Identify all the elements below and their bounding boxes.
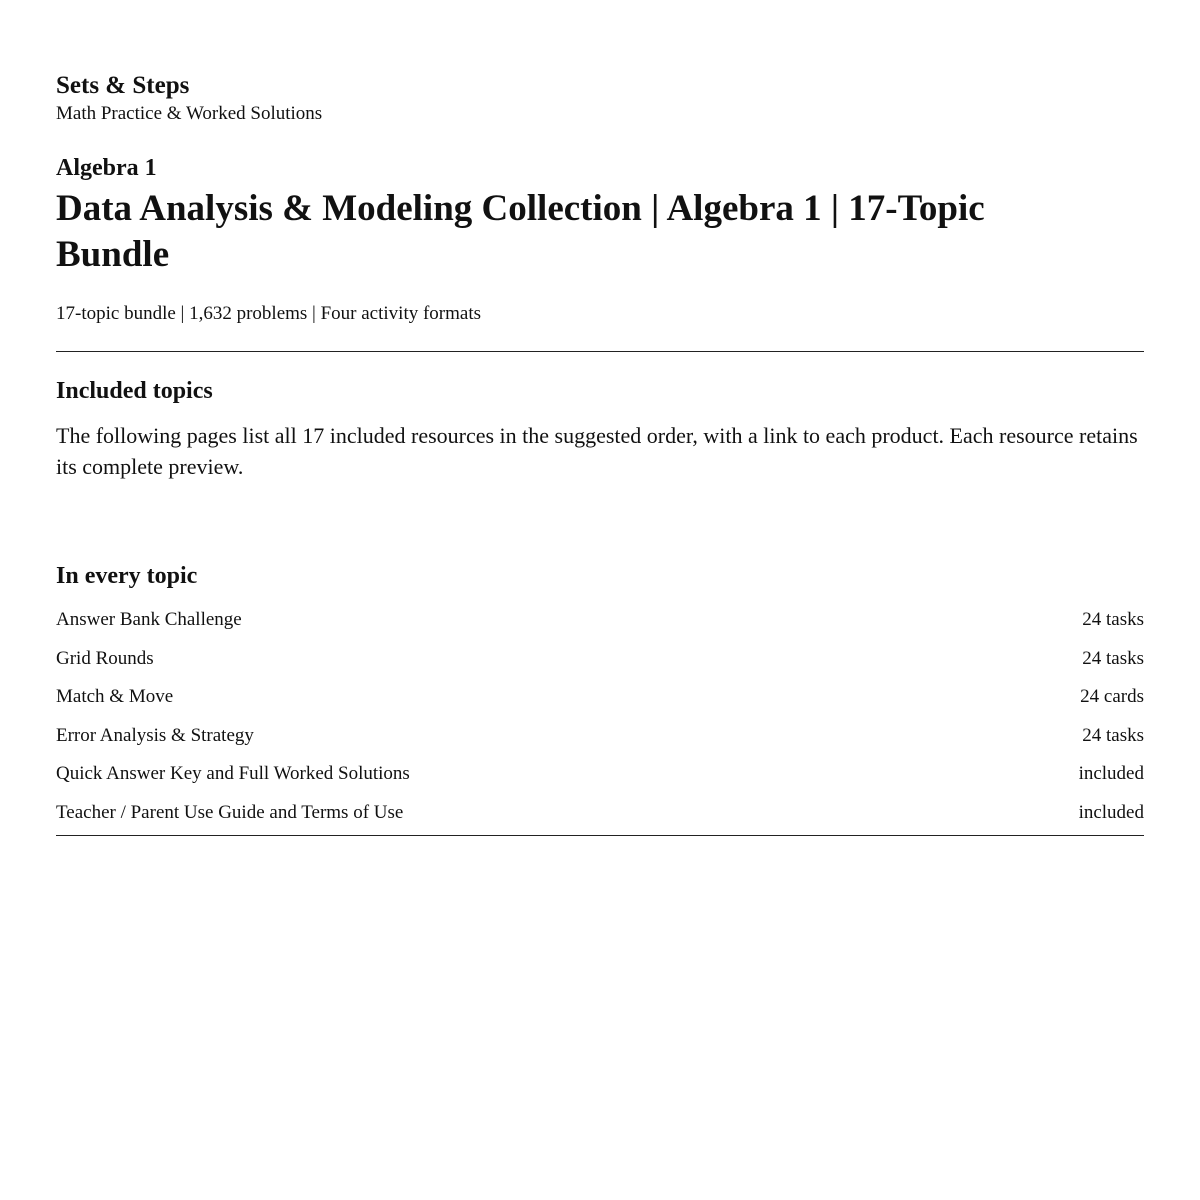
item-label: Teacher / Parent Use Guide and Terms of Use (56, 801, 404, 823)
brand-tagline: Math Practice & Worked Solutions (56, 103, 323, 124)
item-label: Error Analysis & Strategy (56, 724, 254, 746)
item-value: included (1078, 763, 1144, 785)
divider-top (56, 351, 1144, 352)
included-topics-text: The following pages list all 17 included resources in the suggested order, with a link to each product. Each resource retains its complete preview. (56, 423, 1138, 479)
item-label: Grid Rounds (56, 647, 154, 669)
item-value: 24 tasks (1082, 647, 1144, 669)
list-item (56, 607, 1144, 646)
list-item (56, 723, 1144, 762)
item-value: 24 tasks (1082, 724, 1144, 746)
list-item (56, 646, 1144, 685)
item-label: Quick Answer Key and Full Worked Solutions (56, 763, 410, 785)
divider-bottom (56, 835, 1144, 836)
list-item (56, 800, 1144, 839)
subject-label: Algebra 1 (56, 155, 157, 181)
item-value: 24 tasks (1082, 609, 1144, 630)
list-item (56, 761, 1144, 800)
page-title: Data Analysis & Modeling Collection | Algebra 1 | 17-Topic Bundle (56, 188, 985, 275)
brand-name: Sets & Steps (56, 72, 190, 99)
brand-block (56, 70, 1144, 126)
item-value: 24 cards (1080, 686, 1144, 708)
item-label: Match & Move (56, 686, 174, 708)
item-value: included (1078, 801, 1144, 823)
included-topics-heading: Included topics (56, 378, 213, 404)
every-topic-heading: In every topic (56, 563, 198, 589)
item-label: Answer Bank Challenge (56, 609, 242, 630)
list-item (56, 684, 1144, 723)
bundle-summary: 17-topic bundle | 1,632 problems | Four activity formats (56, 303, 482, 324)
every-topic-list (56, 607, 1144, 839)
